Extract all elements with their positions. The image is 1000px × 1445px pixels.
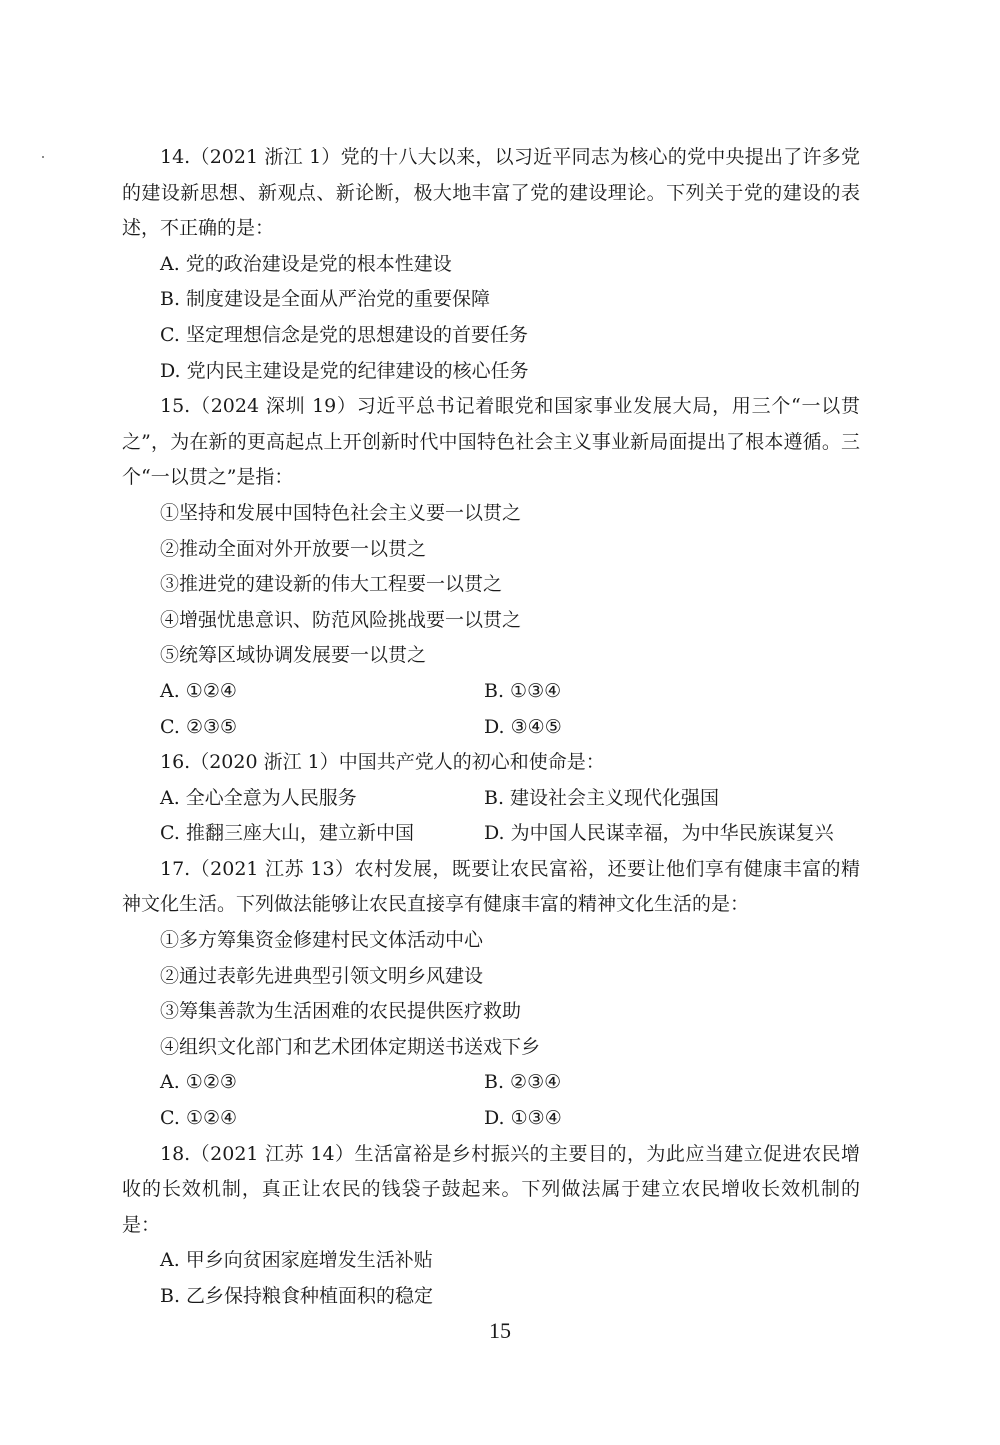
question-17-statement-4: ④组织文化部门和艺术团体定期送书送戏下乡 (160, 1035, 541, 1058)
question-17-statement-2: ②通过表彰先进典型引领文明乡风建设 (160, 964, 484, 987)
question-15-option-b: B. ①③④ (484, 679, 562, 702)
question-14-option-d: D. 党内民主建设是党的纪律建设的核心任务 (160, 359, 529, 382)
question-15-options-row-2 (122, 710, 860, 746)
question-16-option-a: A. 全心全意为人民服务 (160, 786, 357, 809)
question-16-stem: 16.（2020 浙江 1）中国共产党人的初心和使命是： (160, 751, 605, 774)
question-16-option-d: D. 为中国人民谋幸福，为中华民族谋复兴 (484, 822, 834, 845)
question-16-options-row-1 (122, 781, 860, 817)
question-15-statement-1: ①坚持和发展中国特色社会主义要一以贯之 (160, 501, 522, 524)
question-15-options-row-1 (122, 674, 860, 710)
question-17-option-b: B. ②③④ (484, 1071, 562, 1094)
question-15-option-a: A. ①②④ (160, 679, 237, 702)
question-18-option-b: B. 乙乡保持粮食种植面积的稳定 (160, 1285, 434, 1307)
question-list (122, 140, 860, 1315)
question-17-options-row-2 (122, 1101, 860, 1137)
question-14-option-b: B. 制度建设是全面从严治党的重要保障 (160, 288, 491, 311)
question-17-statement-1: ①多方筹集资金修建村民文体活动中心 (160, 929, 484, 952)
question-15-statement-5: ⑤统筹区域协调发展要一以贯之 (160, 644, 427, 667)
question-15-stem: 15.（2024 深圳 19）习近平总书记着眼党和国家事业发展大局，用三个“一以贯之”，为在新的更高起点上开创新时代中国特色社会主义事业新局面提出了根本遵循。三个“一以贯之”是指： (122, 395, 860, 489)
question-18-stem: 18.（2021 江苏 14）生活富裕是乡村振兴的主要目的，为此应当建立促进农民增收的长效机制，真正让农民的钱袋子鼓起来。下列做法属于建立农民增收长效机制的是： (122, 1142, 860, 1236)
question-17-statement-3: ③筹集善款为生活困难的农民提供医疗救助 (160, 1000, 522, 1023)
question-17-option-c: C. ①②④ (160, 1107, 238, 1130)
question-14-stem: 14.（2021 浙江 1）党的十八大以来，以习近平同志为核心的党中央提出了许多党的建设新思想、新观点、新论断，极大地丰富了党的建设理论。下列关于党的建设的表述，不正确的是： (122, 146, 860, 240)
question-17-stem: 17.（2021 江苏 13）农村发展，既要让农民富裕，还要让他们享有健康丰富的精神文化生活。下列做法能够让农民直接享有健康丰富的精神文化生活的是： (122, 857, 860, 916)
page-number: 15 (489, 1318, 511, 1343)
question-16-option-b: B. 建设社会主义现代化强国 (484, 786, 720, 809)
question-16-option-c: C. 推翻三座大山，建立新中国 (160, 822, 414, 845)
question-15-option-c: C. ②③⑤ (160, 715, 238, 738)
question-15-statement-4: ④增强忧患意识、防范风险挑战要一以贯之 (160, 608, 522, 631)
question-18-option-a: A. 甲乡向贫困家庭增发生活补贴 (160, 1249, 433, 1272)
question-14-option-a: A. 党的政治建设是党的根本性建设 (160, 252, 452, 275)
question-15-statement-2: ②推动全面对外开放要一以贯之 (160, 537, 427, 560)
question-15-option-d: D. ③④⑤ (484, 715, 562, 738)
question-14-option-c: C. 坚定理想信念是党的思想建设的首要任务 (160, 323, 528, 346)
scan-speck (42, 156, 44, 158)
question-15-statement-3: ③推进党的建设新的伟大工程要一以贯之 (160, 573, 503, 596)
question-16-options-row-2 (122, 816, 860, 852)
question-17-options-row-1 (122, 1065, 860, 1101)
question-17-option-a: A. ①②③ (160, 1071, 237, 1094)
question-17-option-d: D. ①③④ (484, 1107, 562, 1130)
